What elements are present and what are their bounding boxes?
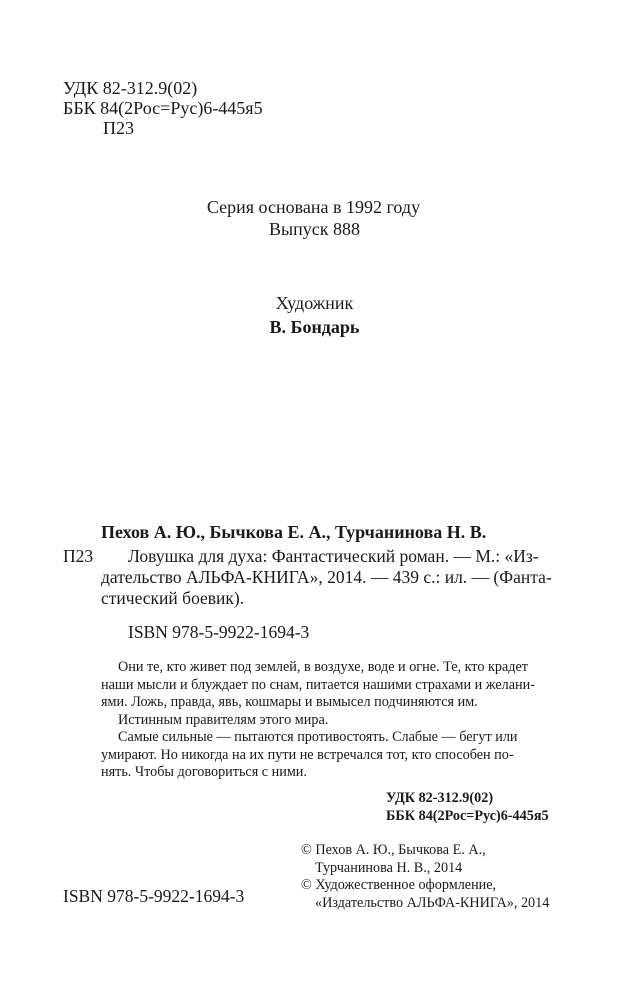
annotation-line: Истинным правителям этого мира.: [118, 711, 329, 728]
series-founded: Серия основана в 1992 году: [206, 197, 421, 217]
annotation-line: ями. Ложь, правда, явь, кошмары и вымысел подчиняются им.: [101, 694, 478, 710]
bottom-bbk-code: ББК 84(2Рос=Рус)6-445я5: [386, 807, 549, 824]
annotation-line: наши мысли и блуждает по снам, питается нашими страхами и желани-: [101, 676, 535, 693]
annotation-line: нять. Чтобы договориться с ними.: [101, 764, 307, 780]
udk-code: УДК 82-312.9(02): [63, 78, 198, 98]
bottom-classification-block: [386, 790, 549, 825]
series-issue: Выпуск 888: [269, 219, 360, 239]
annotation-line: умирают. Но никогда на их пути не встречался тот, кто способен по-: [101, 746, 514, 763]
bibliography-line: стический боевик).: [101, 588, 245, 608]
copyright-line: © Пехов А. Ю., Бычкова Е. А.,: [301, 842, 486, 858]
artist-block: [0, 293, 625, 337]
classification-block: [63, 78, 263, 138]
annotation-line: Самые сильные — пытаются противостоять. Слабые — бегут или: [118, 729, 518, 745]
bibliography-authors: Пехов А. Ю., Бычкова Е. А., Турчанинова Н. В.: [101, 522, 487, 542]
annotation-block: [101, 659, 563, 782]
author-mark: П23: [103, 118, 134, 138]
artist-name: В. Бондарь: [269, 317, 360, 337]
copyright-line: «Издательство АЛЬФА-КНИГА», 2014: [315, 894, 550, 911]
bbk-code: ББК 84(2Рос=Рус)6-445я5: [63, 98, 263, 118]
artist-label: Художник: [275, 293, 354, 313]
bibliography-mark: П23: [63, 546, 94, 566]
bibliography-description: [101, 546, 563, 609]
bibliography-isbn: ISBN 978-5-9922-1694-3: [128, 622, 310, 642]
copyright-block: [301, 842, 549, 912]
series-block: [0, 197, 625, 239]
copyright-line: Турчанинова Н. В., 2014: [315, 859, 463, 876]
bibliography-line: Ловушка для духа: Фантастический роман. — М.: «Из-: [128, 546, 539, 566]
footer-isbn: ISBN 978-5-9922-1694-3: [63, 886, 245, 906]
annotation-line: Они те, кто живет под землей, в воздухе, воде и огне. Те, кто крадет: [118, 659, 528, 675]
bibliography-line: дательство АЛЬФА-КНИГА», 2014. — 439 с.: ил. — (Фанта-: [101, 567, 552, 587]
bottom-udk-code: УДК 82-312.9(02): [386, 790, 494, 806]
copyright-line: © Художественное оформление,: [301, 877, 497, 893]
